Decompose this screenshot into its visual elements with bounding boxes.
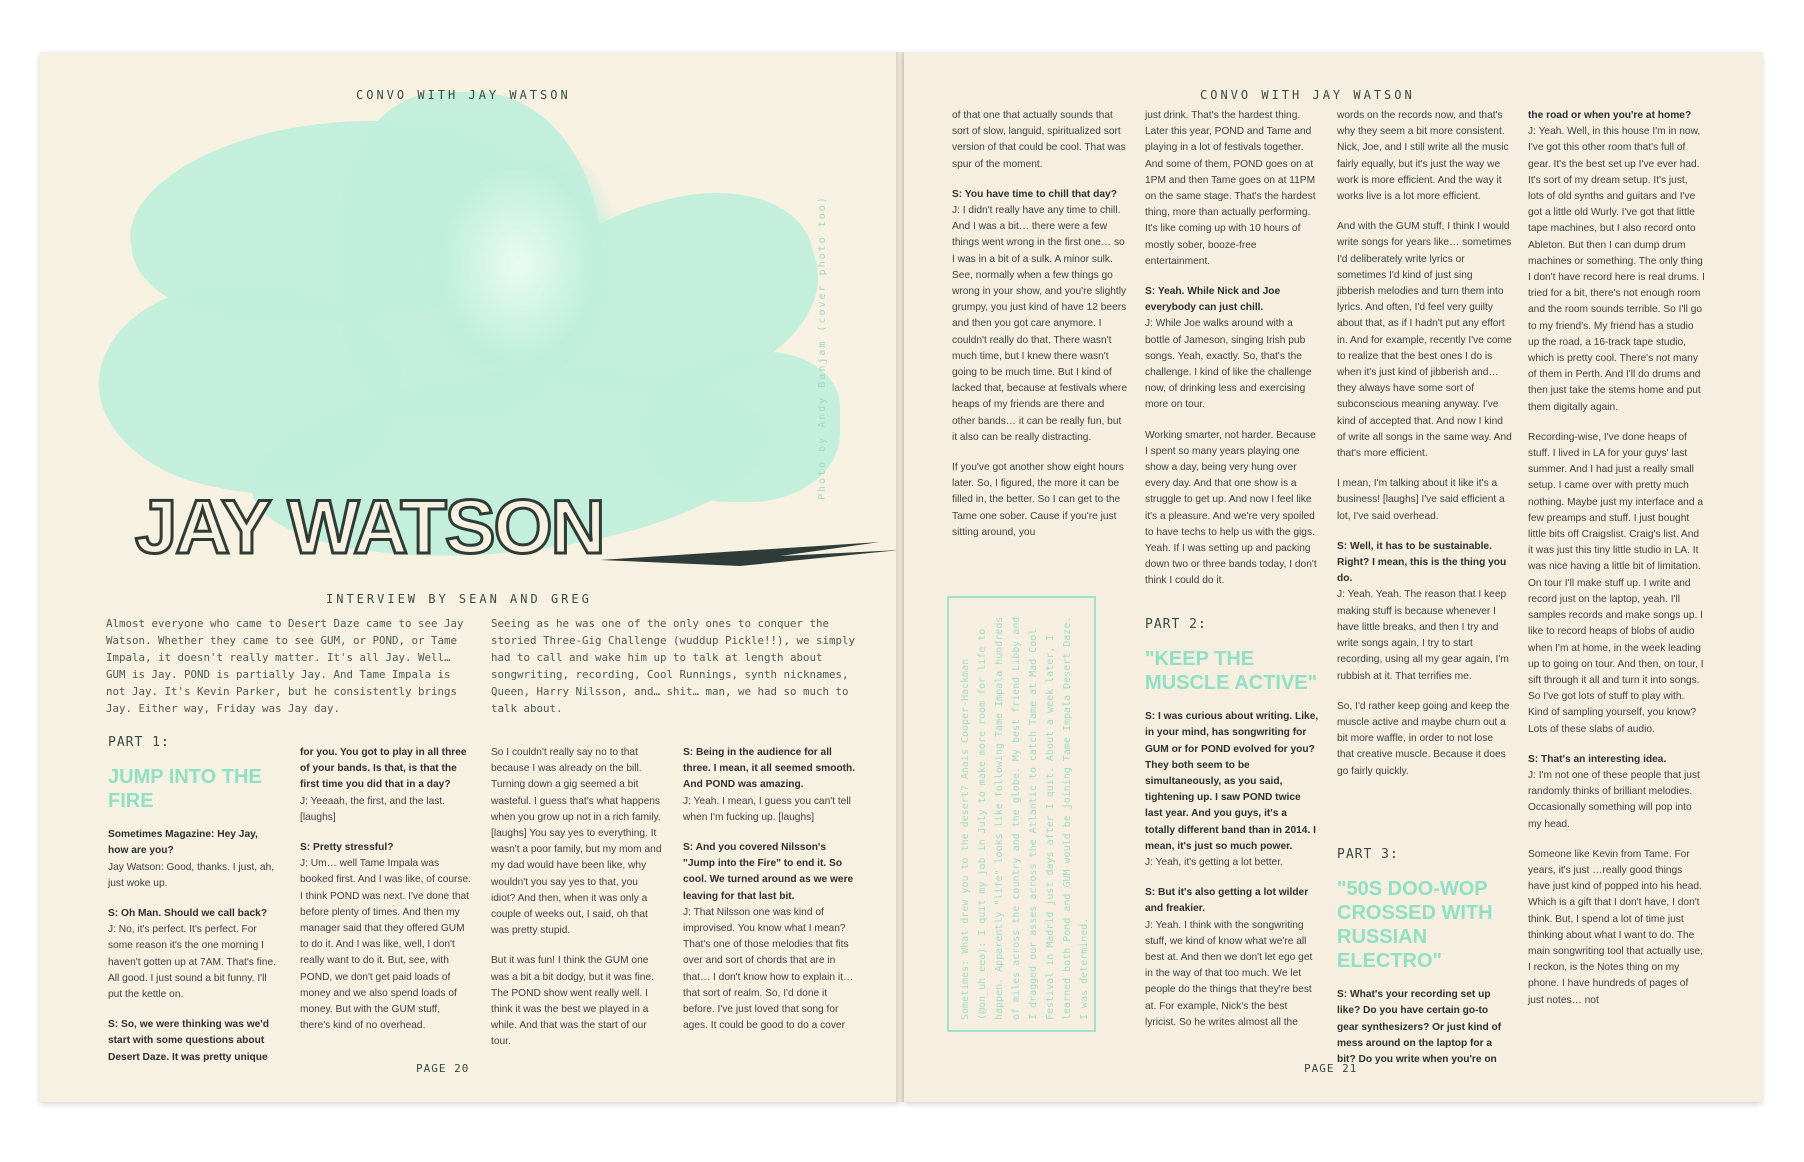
qa-paragraph	[683, 840, 858, 1034]
answer-text: J: Yeah. Yeah. The reason that I keep making stuff is because whenever I have little breaks, and then I try and write songs again, I try to start recording, using all my gear again, I'm rubbish at it. That terrifies me.	[1337, 589, 1509, 682]
qa-paragraph	[952, 460, 1128, 541]
qa-paragraph	[491, 953, 664, 1050]
qa-paragraph	[491, 745, 664, 939]
qa-paragraph	[108, 906, 276, 1003]
question-text: S: Well, it has to be sustainable. Right? I mean, this is the thing you do.	[1337, 540, 1507, 585]
question-text: S: I was curious about writing. Like, in your mind, has songwriting for GUM or for POND evolved for you? They both seem to be simultaneously, as you said, tightening up. I saw POND twice last year. And you guys, it's a totally different band than in 2014. I mean, it's just so much power.	[1145, 711, 1319, 852]
part-label: PART 2:	[1145, 617, 1207, 632]
question-text: S: But it's also getting a lot wilder and freakier.	[1145, 887, 1309, 915]
qa-paragraph	[1528, 847, 1706, 1009]
qa-paragraph	[1145, 885, 1319, 1031]
question-text: S: Being in the audience for all three. I mean, it all seemed smooth. And POND was amazing.	[683, 747, 856, 791]
qa-paragraph	[1145, 709, 1319, 871]
answer-text: Someone like Kevin from Tame. For years, it's just …really good things have just kind of popped into his head. Which is a gift that I don't have, I don't think. But, I spend a lot of time just thinking about what I want to do. The main songwriting tool that actually use, I reckon, is the Notes thing on my phone. I have hundreds of pages of just notes… not	[1528, 848, 1703, 1006]
answer-text: words on the records now, and that's why they seem a bit more consistent. Nick, Joe, and I still write all the music fairly equally, but it's just the way we work is more efficient. And the way it works live is a lot more efficient.	[1337, 110, 1509, 203]
answer-text: If you've got another show eight hours later. So, I figured, the more it can be filled in, the better. So I can get to the Tame one sober. Cause if you're just sitting around, you	[952, 462, 1124, 538]
intro-right: Seeing as he was one of the only ones to conquer the storied Three-Gig Challenge (wuddup Pickle!!), we simply had to call and wake him up to talk at length about songwriting, recording, Cool Runnings, synth nicknames, Queen, Harry Nilsson, and… shit… man, we had so much to talk about.	[491, 617, 856, 715]
qa-paragraph	[1337, 108, 1512, 205]
qa-paragraph	[300, 745, 472, 826]
left-col-1	[108, 735, 276, 1080]
qa-paragraph	[1337, 476, 1512, 525]
answer-text: J: That Nilsson one was kind of improvised. You know what I mean? That's one of those melodies that fits over and sort of chords that are in that… I don't know how to explain it… that sort of realm. So, I'd done it before. I've just loved that song for ages. It could be good to do a cover	[683, 906, 854, 1032]
qa-paragraph	[108, 1017, 276, 1066]
answer-text: So, I'd rather keep going and keep the muscle active and maybe churn out a bit more waffle, in order to not lose that creative muscle. Because it does go fairly quickly.	[1337, 700, 1510, 777]
page-header: CONVO WITH JAY WATSON	[1200, 88, 1415, 102]
part-title: "KEEP THE MUSCLE ACTIVE"	[1145, 648, 1318, 695]
qa-paragraph	[1528, 108, 1706, 416]
qa-paragraph	[108, 827, 276, 892]
answer-text: J: Yeah. Well, in this house I'm in now, I've got this other room that's full of gear. It's the best set up I've ever had. It's sort of my dream setup. It's just, lots of old synths and guitars and I've got a little old Wurly. I've got that little tape machines, but I also record onto Ableton. But then I can dump drum machines or something. The only thing I don't have record here is real drums. I tried for a bit, there's not enough room and the room sounds terrible. So I'll go to my friend's. My friend has a studio up the road, a 16-track tape studio, which is pretty cool. There's not many of them in Perth. And I'll do drums and then just take the stems home and put them digitally again.	[1528, 126, 1705, 413]
qa-paragraph	[1145, 428, 1319, 590]
qa-paragraph	[300, 840, 472, 1034]
qa-paragraph	[1337, 539, 1512, 685]
qa-paragraph	[1528, 752, 1706, 833]
qa-paragraph	[1145, 284, 1319, 414]
answer-text: J: Um… well Tame Impala was booked first. And I was like, of course. I think POND was next. I've done that before plenty of times. And then my manager said that they offered GUM to do it. And I was like, well, I don't really want to do it. But, see, with POND, we don't get paid loads of money and we also spend loads of money. But with the GUM stuff, there's kind of no overhead.	[300, 858, 472, 1032]
answer-text: So I couldn't really say no to that because I was already on the bill. Turning down a gig seemed a bit wasteful. I guess that's what happens when you grow up not in a rich family. [laughs] You say yes to everything. It wasn't a poor family, but my mom and my dad would have been like, why wouldn't you say yes to that, you idiot? And then, when it was only a couple of weeks out, I said, oh that was pretty stupid.	[491, 747, 662, 937]
answer-text: of that one that actually sounds that sort of slow, languid, spiritualized sort version of that could be cool. That was spur of the moment.	[952, 110, 1126, 170]
right-col-1	[952, 108, 1128, 555]
qa-paragraph	[1337, 699, 1512, 780]
answer-text: J: While Joe walks around with a bottle of Jameson, singing Irish pub songs. Yeah, exactly. So, that's the challenge. I kind of like the challenge now, of drinking less and exercising more on tour.	[1145, 318, 1312, 411]
question-text: S: You have time to chill that day?	[952, 188, 1117, 200]
answer-text: J: No, it's perfect. It's perfect. For some reason it's the one morning I haven't gotten up at 7AM. That's fine. All good. I just sound a bit funny. I'll put the kettle on.	[108, 924, 276, 1001]
title-underline-swash	[600, 536, 900, 572]
answer-text: J: Yeah. I mean, I guess you can't tell when I'm fucking up. [laughs]	[683, 795, 851, 823]
answer-text: just drink. That's the hardest thing. Later this year, POND and Tame and playing in a lot of festivals together. And some of them, POND goes on at 1PM and then Tame goes on at 11PM on the same stage. That's the hardest thing, more than actually performing. It's like coming up with 10 hours of mostly sober, booze-free entertainment.	[1145, 110, 1316, 267]
qa-paragraph	[1528, 430, 1706, 738]
part-title: JUMP INTO THE FIRE	[108, 766, 262, 813]
article-title: JAY WATSON	[135, 485, 604, 570]
answer-text: Working smarter, not harder. Because I spent so many years playing one show a day, being very hung over every day. And that one show is a struggle to get up. And now I feel like it's a pleasure. And we're very spoiled to have techs to help us with the gigs. Yeah. If I was setting up and packing down two or three bands today, I don't think I could do it.	[1145, 429, 1317, 587]
right-col-3	[1337, 108, 1512, 794]
page-number: PAGE 21	[1304, 1062, 1358, 1075]
part-title: "50S DOO-WOP CROSSED WITH RUSSIAN ELECTRO"	[1337, 878, 1493, 973]
question-text: S: That's an interesting idea.	[1528, 753, 1667, 765]
page-header: CONVO WITH JAY WATSON	[356, 88, 571, 102]
question-text: S: Yeah. While Nick and Joe everybody can just chill.	[1145, 286, 1281, 314]
page-number: PAGE 20	[416, 1062, 470, 1075]
question-text: S: So, we were thinking was we'd start with some questions about Desert Daze. It was pretty unique	[108, 1019, 269, 1063]
question-text: S: And you covered Nilsson's "Jump into the Fire" to end it. So cool. We turned around as we were leaving for that last bit.	[683, 842, 854, 902]
left-col-3	[491, 745, 664, 1065]
answer-text: I mean, I'm talking about it like it's a business! [laughs] I've said efficient a lot, I've said overhead.	[1337, 478, 1505, 522]
qa-paragraph	[1145, 108, 1319, 270]
intro-left: Almost everyone who came to Desert Daze came to see Jay Watson. Whether they came to see GUM, or POND, or Tame Impala, it doesn't really matter. It's all Jay. Well… GUM is Jay. POND is partially Jay. And Tame Impala is not Jay. It's Kevin Parker, but he consistently brings Jay. Either way, Friday was Jay day.	[106, 617, 464, 715]
right-col-4	[1528, 108, 1706, 1023]
qa-paragraph	[683, 745, 858, 826]
question-text: for you. You got to play in all three of your bands. Is that, is that the first time you did that in a day?	[300, 747, 467, 791]
answer-text: J: I didn't really have any time to chill. And I was a bit… there were a few things went wrong in the first one… so I was in a bit of a sulk. A minor sulk. See, normally when a few things go wrong in your show, and you're slightly grumpy, you just kind of have 12 beers and then you got care anymore. I couldn't really do that. There wasn't much time, but I knew there wasn't going to be much time. But I kind of lacked that, because at festivals where heaps of my friends are there and other bands… it can be really fun, but it also can be really distracting.	[952, 205, 1127, 443]
answer-text: Recording-wise, I've done heaps of stuff. I lived in LA for your guys' last summer. And I had just a really small setup. I came over with pretty much nothing. Maybe just my interface and a few preamps and stuff. I just bought little bits off Craigslist. Craig's list. And it was just this tiny little studio in LA. It was nice having a little bit of limitation. On tour I'll make stuff up. I write and record just on the laptop, yeah. I'll samples records and make songs up. I like to record heaps of blobs of audio when I'm at home, in the week leading up to going on tour. And then, on tour, I sift through it all and turn it into songs. So I've got lots of stuff to play with. Kind of sampling yourself, you know? Lots of these slabs of audio.	[1528, 431, 1704, 735]
question-text: S: Pretty stressful?	[300, 842, 394, 854]
question-text: S: Oh Man. Should we call back?	[108, 908, 268, 920]
answer-text: J: Yeah, it's getting a lot better.	[1145, 857, 1283, 869]
qa-paragraph	[952, 108, 1128, 173]
question-text: the road or when you're at home?	[1528, 110, 1692, 121]
qa-paragraph	[952, 187, 1128, 446]
byline: INTERVIEW BY SEAN AND GREG	[326, 592, 592, 606]
qa-list	[1337, 987, 1512, 1068]
right-col-2b	[1145, 617, 1319, 1045]
answer-text: But it was fun! I think the GUM one was a bit a bit dodgy, but it was fine. The POND show went really well. I think it was the best we played in a while. And that was the start of our tour.	[491, 955, 654, 1048]
answer-text: And with the GUM stuff, I think I would write songs for years like… sometimes I'd deliberately write lyrics or sometimes I'd kind of just sing jibberish melodies and turn them into lyrics. And often, I'd feel very guilty about that, as if I hadn't put any effort in. And for example, recently I've come to realize that the best ones I do is when it's just kind of jibberish and… they always have some sort of subconscious meaning anyway. I've kind of accepted that. And now I kind of write all songs in the same way. And that's more efficient.	[1337, 221, 1512, 460]
qa-list	[1145, 709, 1319, 1031]
answer-text: J: I'm not one of these people that just randomly thinks of brilliant melodies. Occasionally something will pop into my head.	[1528, 769, 1700, 830]
answer-text: J: Yeeaah, the first, and the last. [laughs]	[300, 795, 445, 823]
qa-paragraph	[1337, 219, 1512, 462]
sidebar-quote-box	[947, 596, 1096, 1032]
right-col-2	[1145, 108, 1319, 604]
cover-photo	[418, 160, 618, 390]
qa-list	[108, 827, 276, 1066]
part-label: PART 3:	[1337, 847, 1399, 862]
part-label: PART 1:	[108, 735, 170, 750]
photo-credit: Photo by Andy Banjam (cover photo too)	[817, 195, 828, 500]
question-text: S: What's your recording set up like? Do you have certain go-to gear synthesizers? Or just kind of mess around on the laptop for a bit? Do you write when you're on	[1337, 989, 1502, 1066]
left-col-4	[683, 745, 858, 1048]
answer-text: Jay Watson: Good, thanks. I just, ah, just woke up.	[108, 861, 275, 889]
question-text: Sometimes Magazine: Hey Jay, how are you?	[108, 829, 258, 857]
left-col-2	[300, 745, 472, 1048]
qa-paragraph	[1337, 987, 1512, 1068]
sidebar-quote: Sometimes: What drew you to the desert? Anais Cooper-Hackman (@on_uh_eea): I quit my job in July to make more room for life to happen. Apparently "life" looks like following Tame Impala hundreds of miles across the country and the globe. My best friend Libby and I dragged our asses across the Atlantic to catch Tame at Mad Cool Festival in Madrid just days after I quit. About a week later, I learned both Pond and GUM would be joining Tame Impala Desert Daze. I was determined.	[960, 616, 1090, 1020]
right-col-3b	[1337, 847, 1512, 1082]
answer-text: J: Yeah. I think with the songwriting stuff, we kind of know what we're all best at. And then we don't let ego get in the way of that too much. We let people do the things that they're best at. For example, Nick's the best lyricist. So he writes almost all the	[1145, 919, 1313, 1028]
